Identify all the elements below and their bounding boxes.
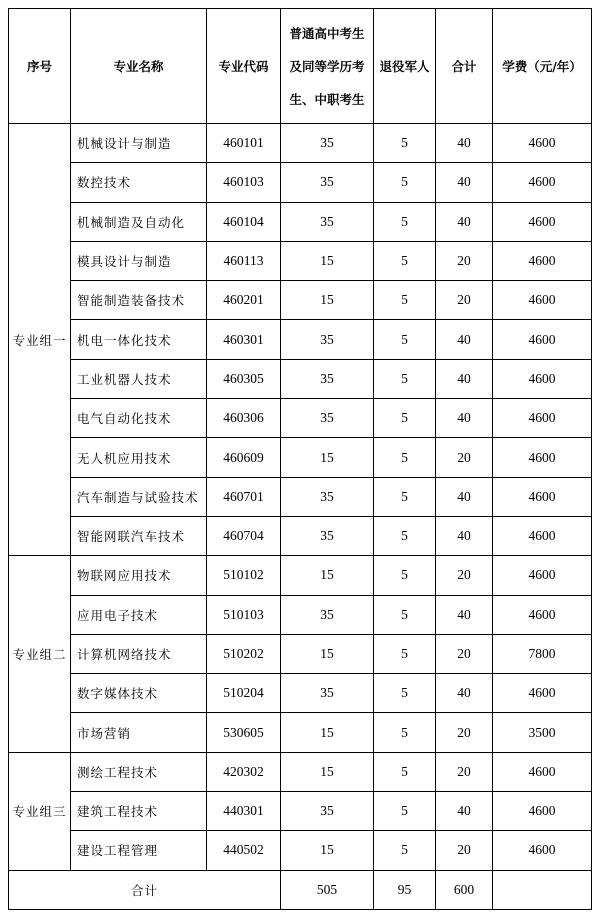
table-row	[9, 281, 592, 320]
total-count-cell: 40	[436, 516, 493, 555]
tuition-cell: 4600	[493, 516, 592, 555]
regular-count-cell: 35	[281, 595, 374, 634]
total-count-cell: 40	[436, 674, 493, 713]
header-row	[9, 9, 592, 124]
regular-count-cell: 35	[281, 399, 374, 438]
major-name-cell: 建设工程管理	[71, 831, 207, 870]
table-row	[9, 124, 592, 163]
major-name-cell: 市场营销	[71, 713, 207, 752]
regular-count-cell: 15	[281, 281, 374, 320]
major-name-cell: 测绘工程技术	[71, 752, 207, 791]
major-code-cell: 420302	[207, 752, 281, 791]
major-code-cell: 510103	[207, 595, 281, 634]
regular-count-cell: 35	[281, 163, 374, 202]
tuition-cell: 4600	[493, 792, 592, 831]
total-count-cell: 40	[436, 477, 493, 516]
total-count-cell: 40	[436, 595, 493, 634]
tuition-cell: 3500	[493, 713, 592, 752]
regular-count-cell: 35	[281, 674, 374, 713]
major-code-cell: 460113	[207, 241, 281, 280]
summary-label: 合计	[9, 870, 281, 909]
total-count-cell: 20	[436, 241, 493, 280]
major-code-cell: 530605	[207, 713, 281, 752]
table-row	[9, 595, 592, 634]
summary-total: 600	[436, 870, 493, 909]
summary-regular: 505	[281, 870, 374, 909]
veteran-count-cell: 5	[374, 163, 436, 202]
regular-count-cell: 15	[281, 752, 374, 791]
regular-count-cell: 35	[281, 202, 374, 241]
veteran-count-cell: 5	[374, 320, 436, 359]
major-code-cell: 460305	[207, 359, 281, 398]
tuition-cell: 4600	[493, 477, 592, 516]
table-row	[9, 241, 592, 280]
total-count-cell: 20	[436, 556, 493, 595]
tuition-cell: 4600	[493, 202, 592, 241]
veteran-count-cell: 5	[374, 281, 436, 320]
tuition-cell: 4600	[493, 674, 592, 713]
tuition-cell: 4600	[493, 359, 592, 398]
veteran-count-cell: 5	[374, 438, 436, 477]
total-count-cell: 40	[436, 202, 493, 241]
major-name-cell: 建筑工程技术	[71, 792, 207, 831]
veteran-count-cell: 5	[374, 399, 436, 438]
major-code-cell: 460104	[207, 202, 281, 241]
table-row	[9, 399, 592, 438]
total-count-cell: 20	[436, 752, 493, 791]
total-count-cell: 20	[436, 281, 493, 320]
regular-count-cell: 35	[281, 516, 374, 555]
veteran-count-cell: 5	[374, 831, 436, 870]
regular-count-cell: 15	[281, 831, 374, 870]
header-regular-students	[281, 9, 374, 124]
veteran-count-cell: 5	[374, 124, 436, 163]
veteran-count-cell: 5	[374, 556, 436, 595]
major-code-cell: 460103	[207, 163, 281, 202]
header-seq: 序号	[9, 9, 71, 124]
total-count-cell: 40	[436, 124, 493, 163]
regular-count-cell: 35	[281, 320, 374, 359]
table-row	[9, 516, 592, 555]
regular-count-cell: 35	[281, 477, 374, 516]
table-row	[9, 202, 592, 241]
major-code-cell: 510102	[207, 556, 281, 595]
group-label: 专业组二	[9, 556, 71, 752]
header-major-name: 专业名称	[71, 9, 207, 124]
tuition-cell: 7800	[493, 634, 592, 673]
header-total: 合计	[436, 9, 493, 124]
tuition-cell: 4600	[493, 241, 592, 280]
major-code-cell: 460306	[207, 399, 281, 438]
tuition-cell: 4600	[493, 399, 592, 438]
major-code-cell: 460609	[207, 438, 281, 477]
major-code-cell: 440301	[207, 792, 281, 831]
tuition-cell: 4600	[493, 124, 592, 163]
major-name-cell: 汽车制造与试验技术	[71, 477, 207, 516]
table-row	[9, 792, 592, 831]
tuition-cell: 4600	[493, 595, 592, 634]
regular-count-cell: 35	[281, 124, 374, 163]
total-count-cell: 20	[436, 831, 493, 870]
major-name-cell: 机电一体化技术	[71, 320, 207, 359]
tuition-cell: 4600	[493, 163, 592, 202]
major-code-cell: 510202	[207, 634, 281, 673]
veteran-count-cell: 5	[374, 595, 436, 634]
regular-count-cell: 15	[281, 241, 374, 280]
major-name-cell: 模具设计与制造	[71, 241, 207, 280]
major-name-cell: 智能网联汽车技术	[71, 516, 207, 555]
veteran-count-cell: 5	[374, 713, 436, 752]
summary-tuition	[493, 870, 592, 909]
total-count-cell: 40	[436, 163, 493, 202]
regular-count-cell: 15	[281, 556, 374, 595]
regular-count-cell: 15	[281, 438, 374, 477]
major-name-cell: 物联网应用技术	[71, 556, 207, 595]
table-row	[9, 359, 592, 398]
header-major-code: 专业代码	[207, 9, 281, 124]
table-row	[9, 674, 592, 713]
major-code-cell: 460201	[207, 281, 281, 320]
table-row	[9, 438, 592, 477]
veteran-count-cell: 5	[374, 752, 436, 791]
table-row	[9, 477, 592, 516]
major-name-cell: 工业机器人技术	[71, 359, 207, 398]
tuition-cell: 4600	[493, 752, 592, 791]
total-count-cell: 40	[436, 399, 493, 438]
major-name-cell: 数字媒体技术	[71, 674, 207, 713]
header-regular-line3: 生、中职考生	[289, 91, 365, 107]
tuition-cell: 4600	[493, 438, 592, 477]
major-code-cell: 460301	[207, 320, 281, 359]
veteran-count-cell: 5	[374, 634, 436, 673]
table-row	[9, 752, 592, 791]
header-veteran: 退役军人	[374, 9, 436, 124]
major-name-cell: 机械制造及自动化	[71, 202, 207, 241]
veteran-count-cell: 5	[374, 359, 436, 398]
veteran-count-cell: 5	[374, 202, 436, 241]
total-count-cell: 40	[436, 320, 493, 359]
veteran-count-cell: 5	[374, 477, 436, 516]
group-label: 专业组三	[9, 752, 71, 870]
table-body	[9, 124, 592, 871]
total-count-cell: 20	[436, 438, 493, 477]
table-row	[9, 320, 592, 359]
major-code-cell: 460701	[207, 477, 281, 516]
enrollment-table	[8, 8, 592, 910]
tuition-cell: 4600	[493, 556, 592, 595]
major-code-cell: 510204	[207, 674, 281, 713]
total-count-cell: 40	[436, 359, 493, 398]
major-code-cell: 460101	[207, 124, 281, 163]
header-tuition: 学费（元/年）	[493, 9, 592, 124]
veteran-count-cell: 5	[374, 516, 436, 555]
table-row	[9, 556, 592, 595]
veteran-count-cell: 5	[374, 792, 436, 831]
tuition-cell: 4600	[493, 320, 592, 359]
tuition-cell: 4600	[493, 281, 592, 320]
group-label: 专业组一	[9, 124, 71, 556]
regular-count-cell: 15	[281, 634, 374, 673]
summary-row	[9, 870, 592, 909]
major-name-cell: 应用电子技术	[71, 595, 207, 634]
major-name-cell: 数控技术	[71, 163, 207, 202]
table-row	[9, 163, 592, 202]
veteran-count-cell: 5	[374, 241, 436, 280]
veteran-count-cell: 5	[374, 674, 436, 713]
major-name-cell: 无人机应用技术	[71, 438, 207, 477]
major-name-cell: 智能制造装备技术	[71, 281, 207, 320]
header-regular-line2: 及同等学历考	[289, 58, 365, 74]
tuition-cell: 4600	[493, 831, 592, 870]
regular-count-cell: 35	[281, 792, 374, 831]
total-count-cell: 20	[436, 634, 493, 673]
major-code-cell: 440502	[207, 831, 281, 870]
table-row	[9, 634, 592, 673]
total-count-cell: 40	[436, 792, 493, 831]
major-code-cell: 460704	[207, 516, 281, 555]
major-name-cell: 计算机网络技术	[71, 634, 207, 673]
total-count-cell: 20	[436, 713, 493, 752]
major-name-cell: 机械设计与制造	[71, 124, 207, 163]
table-row	[9, 713, 592, 752]
regular-count-cell: 15	[281, 713, 374, 752]
major-name-cell: 电气自动化技术	[71, 399, 207, 438]
summary-veteran: 95	[374, 870, 436, 909]
header-regular-line1: 普通高中考生	[289, 25, 365, 41]
regular-count-cell: 35	[281, 359, 374, 398]
table-row	[9, 831, 592, 870]
